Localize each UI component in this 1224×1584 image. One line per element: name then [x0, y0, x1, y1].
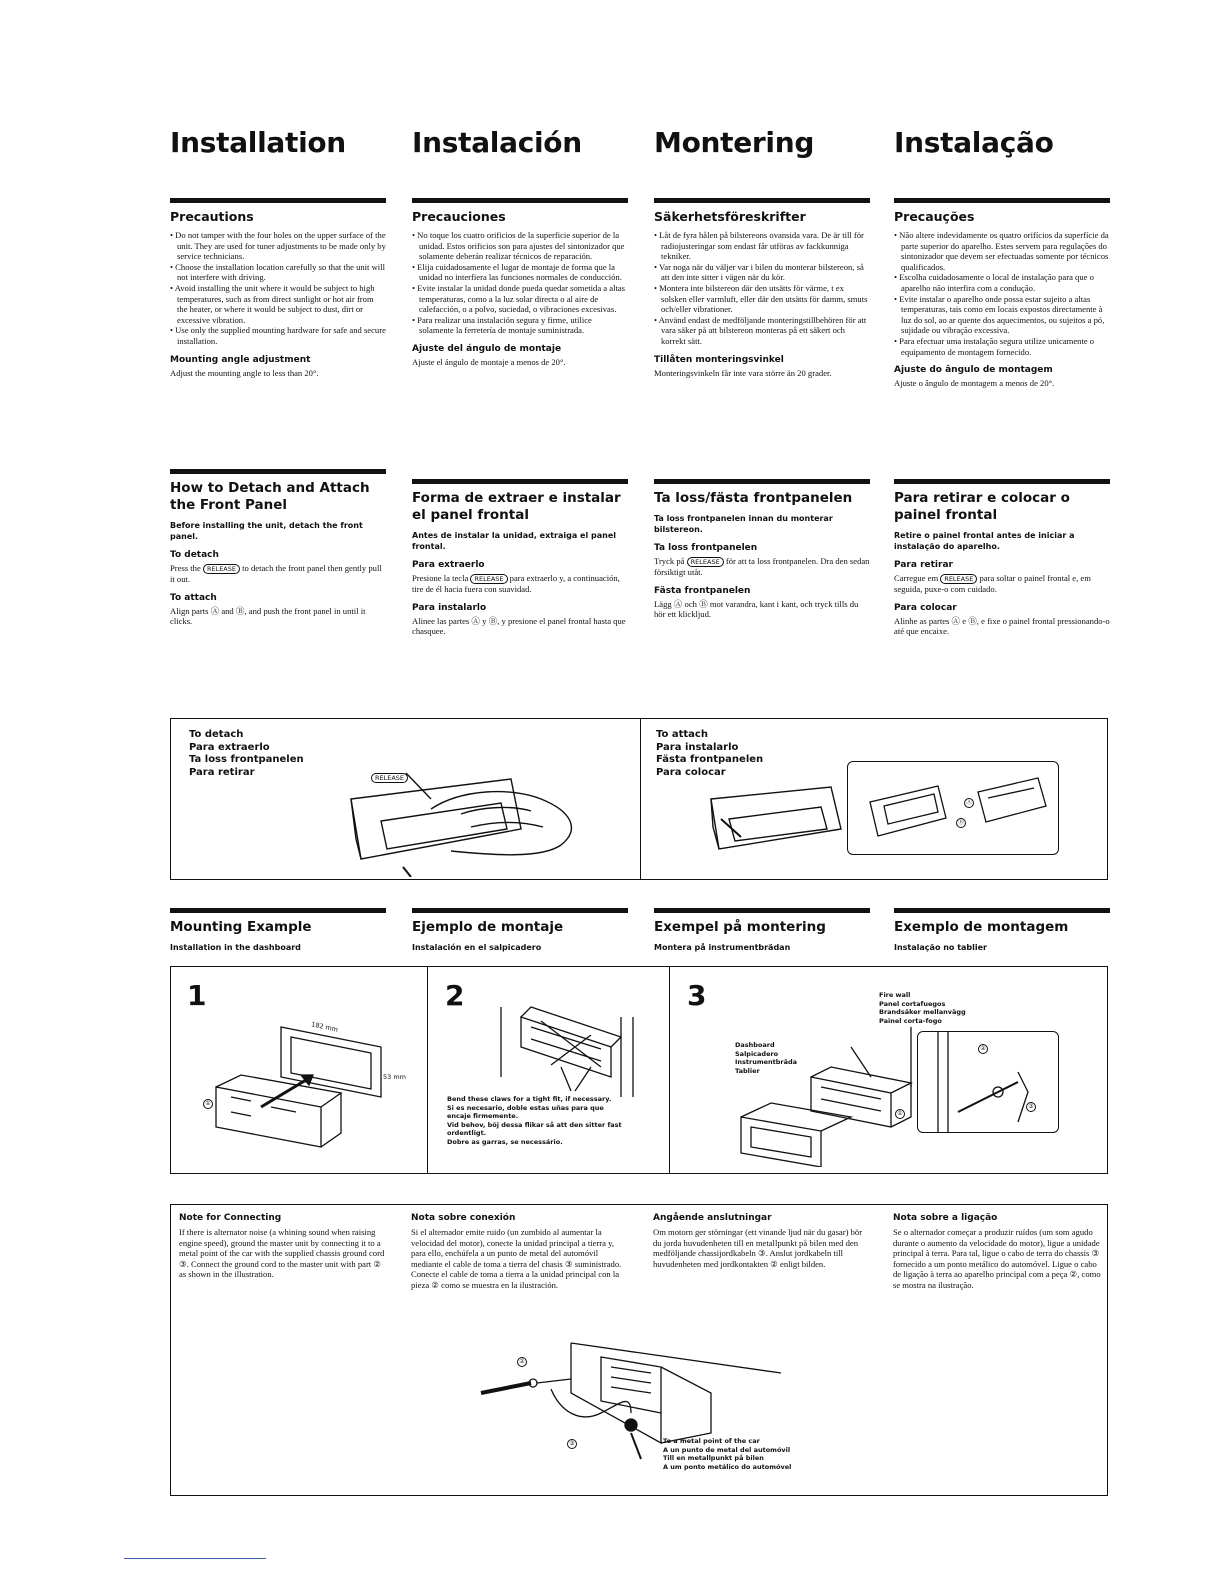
section-bar: [894, 479, 1110, 484]
caption-line: Si es necesario, doble estas uñas para que encaje firmemente.: [447, 1103, 604, 1120]
attach-detail-inset: [847, 761, 1059, 855]
paragraph: Adjust the mounting angle to less than 20°.: [170, 367, 319, 378]
paragraph: Alinhe as partes Ⓐ e Ⓑ, e fixe o painel frontal pressionando-o até que encaixe.: [894, 615, 1110, 637]
part-3-label: ③: [567, 1439, 577, 1449]
subheading: Fästa frontpanelen: [654, 585, 751, 596]
detach-illustration: [311, 759, 611, 877]
release-key: RELEASE: [470, 574, 507, 584]
subheading: To attach: [170, 592, 217, 603]
attach-label: Para colocar: [656, 766, 726, 778]
precautions-list: [654, 230, 870, 347]
part-1-label: ①: [203, 1099, 213, 1109]
section-bar: [654, 479, 870, 484]
step2-illustration: [471, 987, 666, 1097]
detach-label: Para extraerlo: [189, 741, 270, 753]
section-bar: [170, 198, 386, 203]
dashboard-label: Dashboard: [735, 1041, 775, 1049]
paragraph: Alinee las partes Ⓐ y Ⓑ, y presione el panel frontal hasta que chasquee.: [412, 615, 626, 637]
note-english: [179, 1213, 389, 1280]
caption-line: Dobre as garras, se necessário.: [447, 1137, 563, 1146]
section-heading: Exempel på montering: [654, 919, 826, 935]
release-key: RELEASE: [371, 773, 408, 783]
metal-point-label: Till en metallpunkt på bilen: [663, 1454, 764, 1462]
footer-rule: [124, 1558, 266, 1559]
divider: [640, 719, 641, 879]
panel-swedish: [654, 479, 870, 620]
subheading: Mounting angle adjustment: [170, 354, 311, 365]
section-bar: [412, 479, 628, 484]
part-b-label: Ⓑ: [957, 819, 964, 826]
list-item: • Var noga när du väljer var i bilen du monterar bilstereon, så att den inte sitter i vägen när du kör.: [654, 262, 870, 283]
firewall-label: Painel corta-fogo: [879, 1016, 942, 1025]
subtitle: Montera på instrumentbrädan: [654, 943, 791, 952]
section-bar: [170, 908, 386, 913]
step2-caption: [447, 1095, 627, 1146]
paragraph: Tryck på RELEASE för att ta loss frontpanelen. Dra den sedan försiktigt utåt.: [654, 556, 870, 577]
caption-line: Bend these claws for a tight fit, if necessary.: [447, 1095, 612, 1103]
list-item: • Evite instalar o aparelho onde possa estar sujeito a altas temperaturas, tais como em locais expostos directamente à luz do sol, ao ar quente dos aquecimentos, ou sujeitos a pó, sujidade ou vibração excessiva.: [894, 294, 1110, 336]
release-key: RELEASE: [940, 574, 977, 584]
subheading: Para extraerlo: [412, 560, 485, 570]
mounting-swedish: [654, 908, 870, 959]
title-swedish: Montering: [654, 126, 815, 159]
subheading: Ajuste do ângulo de montagem: [894, 365, 1053, 376]
precautions-portuguese: [894, 198, 1110, 389]
step-number-3: 3: [687, 979, 707, 1012]
attach-labels: [656, 729, 763, 779]
note-portuguese: [893, 1213, 1103, 1291]
list-item: • Não altere indevidamente os quatro orifícios da superfície da parte superior do aparelho. Estes servem para regulações do sintonizador que devem ser efectuadas somente por técnicos qualificados.: [894, 230, 1110, 272]
section-bar: [412, 908, 628, 913]
notes-box: [170, 1204, 1108, 1496]
mounting-portuguese: [894, 908, 1110, 959]
note-text: Om motorn ger störningar (ett vinande ljud när du gasar) bör du jorda huvudenheten till en metallpunkt på bilen med den medföljande chassijordkabeln ③. Anslut jordkabeln till huvudenheten med jordkontakten ② enligt bilden.: [653, 1227, 863, 1269]
mounting-spanish: [412, 908, 628, 959]
part-a-label: Ⓐ: [965, 799, 972, 806]
section-heading: How to Detach and Attach the Front Panel: [170, 480, 370, 513]
subheading: Ta loss frontpanelen: [654, 543, 758, 553]
section-heading: Ta loss/fästa frontpanelen: [654, 490, 853, 506]
paragraph: Monteringsvinkeln får inte vara större än 20 grader.: [654, 367, 832, 378]
note-heading: Angående anslutningar: [653, 1213, 772, 1223]
firewall-labels: [879, 991, 966, 1025]
list-item: • Låt de fyra hålen på bilstereons ovansida vara. De är till för radiojusteringar som endast får utföras av fackkunniga tekniker.: [654, 230, 870, 262]
list-item: • Use only the supplied mounting hardware for safe and secure installation.: [170, 325, 386, 346]
attach-label: Fästa frontpanelen: [656, 754, 764, 765]
metal-point-label: To a metal point of the car: [663, 1437, 760, 1445]
detach-label: To detach: [189, 729, 244, 740]
precautions-spanish: [412, 198, 628, 368]
subtitle: Instalación en el salpicadero: [412, 943, 542, 952]
section-bar: [894, 908, 1110, 913]
note-heading: Note for Connecting: [179, 1213, 282, 1223]
attach-label: To attach: [656, 729, 708, 740]
subheading: Para retirar: [894, 560, 953, 570]
release-key: RELEASE: [687, 557, 724, 567]
firewall-label: Panel cortafuegos: [879, 999, 946, 1008]
subheading: Tillåten monteringsvinkel: [654, 354, 784, 365]
subheading: Para colocar: [894, 602, 957, 613]
note-heading: Nota sobre conexión: [411, 1213, 516, 1223]
paragraph: Ajuste el ángulo de montaje a menos de 20°.: [412, 356, 566, 367]
paragraph: Presione la tecla RELEASE para extraerlo y, a continuación, tire de él hacia fuera con suavidad.: [412, 573, 620, 594]
divider: [669, 967, 670, 1173]
step3-detail-inset: [917, 1031, 1059, 1133]
precautions-english: [170, 198, 386, 378]
intro-text: Before installing the unit, detach the front panel.: [170, 521, 363, 541]
dashboard-label: Tablier: [735, 1066, 760, 1075]
note-text: Si el alternador emite ruido (un zumbido al aumentar la velocidad del motor), conecte la unidad principal a tierra y, para ello, enchúfela a un punto de metal del automóvil mediante el cable de toma a tierra del chasis ③ suministrado. Conecte el cable de toma a tierra a la unidad principal con la pieza ② como se muestra en la ilustración.: [411, 1227, 622, 1290]
section-bar: [654, 908, 870, 913]
divider: [427, 967, 428, 1173]
section-heading: Mounting Example: [170, 919, 312, 935]
dashboard-label: Instrumentbräda: [735, 1058, 798, 1066]
title-english: Installation: [170, 126, 346, 159]
list-item: • Para realizar una instalación segura y firme, utilice solamente la ferretería de montaje suministrada.: [412, 315, 628, 336]
section-bar: [654, 198, 870, 203]
section-heading: Para retirar e colocar o painel frontal: [894, 490, 1070, 523]
precautions-list: [412, 230, 628, 336]
list-item: • No toque los cuatro orificios de la superficie superior de la unidad. Estos orificios son para ajustes del sintonizador que solamente deberán realizar técnicos de reparación.: [412, 230, 628, 262]
list-item: • Elija cuidadosamente el lugar de montaje de forma que la unidad no interfiera las funciones normales de conducción.: [412, 262, 628, 283]
step3-detail-drawing: [918, 1032, 1058, 1132]
panel-illustration-box: [170, 718, 1108, 880]
dimension-height: 53 mm: [383, 1073, 407, 1081]
part-1-label: ①: [895, 1109, 905, 1119]
detach-label: Ta loss frontpanelen: [189, 754, 304, 765]
section-heading: Säkerhetsföreskrifter: [654, 209, 806, 224]
dashboard-label: Salpicadero: [735, 1049, 779, 1058]
list-item: • Avoid installing the unit where it would be subject to high temperatures, such as from direct sunlight or hot air from the heater, or where it would be subject to dust, dirt or excessive vibration.: [170, 283, 386, 325]
detach-labels: [189, 729, 304, 779]
section-bar: [412, 198, 628, 203]
step-number-1: 1: [187, 979, 207, 1012]
list-item: • Choose the installation location carefully so that the unit will not interfere with driving.: [170, 262, 386, 283]
precautions-swedish: [654, 198, 870, 378]
note-swedish: [653, 1213, 865, 1269]
precautions-list: [894, 230, 1110, 357]
paragraph: Ajuste o ângulo de montagem a menos de 20°.: [894, 378, 1055, 389]
title-portuguese: Instalação: [894, 126, 1054, 159]
release-key: RELEASE: [203, 564, 240, 574]
section-heading: Precautions: [170, 209, 254, 224]
list-item: • Para efectuar uma instalação segura utilize unicamente o equipamento de montagem fornecido.: [894, 336, 1110, 357]
panel-spanish: [412, 479, 628, 637]
section-heading: Precauciones: [412, 209, 506, 224]
part-2-label: ②: [517, 1357, 527, 1367]
subtitle: Instalação no tablier: [894, 943, 987, 952]
dimension-width: 182 mm: [310, 1020, 339, 1034]
paragraph: Carregue em RELEASE para soltar o painel frontal e, em seguida, puxe-o com cuidado.: [894, 573, 1091, 594]
section-bar: [894, 198, 1110, 203]
note-heading: Nota sobre a ligação: [893, 1213, 998, 1223]
metal-point-labels: [663, 1437, 791, 1471]
panel-english: [170, 469, 386, 627]
intro-text: Retire o painel frontal antes de iniciar a instalação do aparelho.: [894, 531, 1075, 551]
section-heading: Forma de extraer e instalar el panel frontal: [412, 490, 621, 523]
section-heading: Exemplo de montagem: [894, 919, 1069, 935]
paragraph: Align parts Ⓐ and Ⓑ, and push the front panel in until it clicks.: [170, 605, 366, 627]
list-item: • Använd endast de medföljande monteringstillbehören för att vara säker på att bilstereon monteras på ett säkert och korrekt sätt.: [654, 315, 870, 347]
section-heading: Ejemplo de montaje: [412, 919, 564, 935]
attach-illustration: [701, 779, 851, 874]
note-text: Se o alternador começar a produzir ruídos (um som agudo durante o aumento da velocidade do motor), ligue a unidade principal à terra. Para tal, ligue o cabo de terra do chassis ③ fornecido a um ponto metálico do automóvel. Ligue o cabo de ligação à terra ao aparelho principal com a peça ②, como se mostra na ilustração.: [893, 1227, 1101, 1290]
steps-box: [170, 966, 1108, 1174]
attach-label: Para instalarlo: [656, 741, 739, 753]
list-item: • Escolha cuidadosamente o local de instalação para que o aparelho não interfira com a condução.: [894, 272, 1110, 293]
firewall-label: Brandsäker mellanvägg: [879, 1008, 966, 1016]
intro-text: Ta loss frontpanelen innan du monterar bilstereon.: [654, 514, 833, 534]
caption-line: Vid behov, böj dessa flikar så att den sitter fast ordentligt.: [447, 1120, 622, 1137]
section-bar: [170, 469, 386, 474]
step-number-2: 2: [445, 979, 465, 1012]
subtitle: Installation in the dashboard: [170, 943, 301, 952]
precautions-list: [170, 230, 386, 347]
list-item: • Evite instalar la unidad donde pueda quedar sometida a altas temperaturas, como a la luz solar directa o al aire de calefacción, o a polvo, suciedad, o vibraciones excesivas.: [412, 283, 628, 315]
subheading: Ajuste del ángulo de montaje: [412, 343, 562, 354]
section-heading: Precauções: [894, 209, 975, 224]
firewall-label: Fire wall: [879, 991, 911, 999]
note-text: If there is alternator noise (a whining sound when raising engine speed), ground the master unit by connecting it to a metal point of the car with the supplied chassis ground cord ③. Connect the ground cord to the master unit with part ② as shown in the illustration.: [179, 1227, 385, 1280]
list-item: • Do not tamper with the four holes on the upper surface of the unit. They are used for tuner adjustments to be made only by service technicians.: [170, 230, 386, 262]
step3-unit-illustration: [731, 1027, 921, 1167]
metal-point-label: A un punto de metal del automóvil: [663, 1445, 791, 1454]
subheading: Para instalarlo: [412, 602, 487, 613]
detach-label: Para retirar: [189, 766, 255, 778]
part-2-label: ②: [978, 1044, 988, 1054]
part-3-label: ③: [1026, 1102, 1036, 1112]
note-spanish: [411, 1213, 623, 1291]
attach-detail-drawing: [848, 762, 1058, 854]
mounting-english: [170, 908, 386, 959]
paragraph: Press the RELEASE to detach the front panel then gently pull it out.: [170, 563, 382, 584]
panel-portuguese: [894, 479, 1110, 637]
intro-text: Antes de instalar la unidad, extraiga el panel frontal.: [412, 531, 616, 551]
subheading: To detach: [170, 550, 219, 560]
title-spanish: Instalación: [412, 126, 582, 159]
paragraph: Lägg Ⓐ och Ⓑ mot varandra, kant i kant, och tryck tills du hör ett klickljud.: [654, 598, 859, 620]
metal-point-label: A um ponto metálico do automóvel: [663, 1462, 792, 1471]
list-item: • Montera inte bilstereon där den utsätts för värme, t ex solsken eller varmluft, eller där den utsätts för damm, smuts och/eller vibrationer.: [654, 283, 870, 315]
